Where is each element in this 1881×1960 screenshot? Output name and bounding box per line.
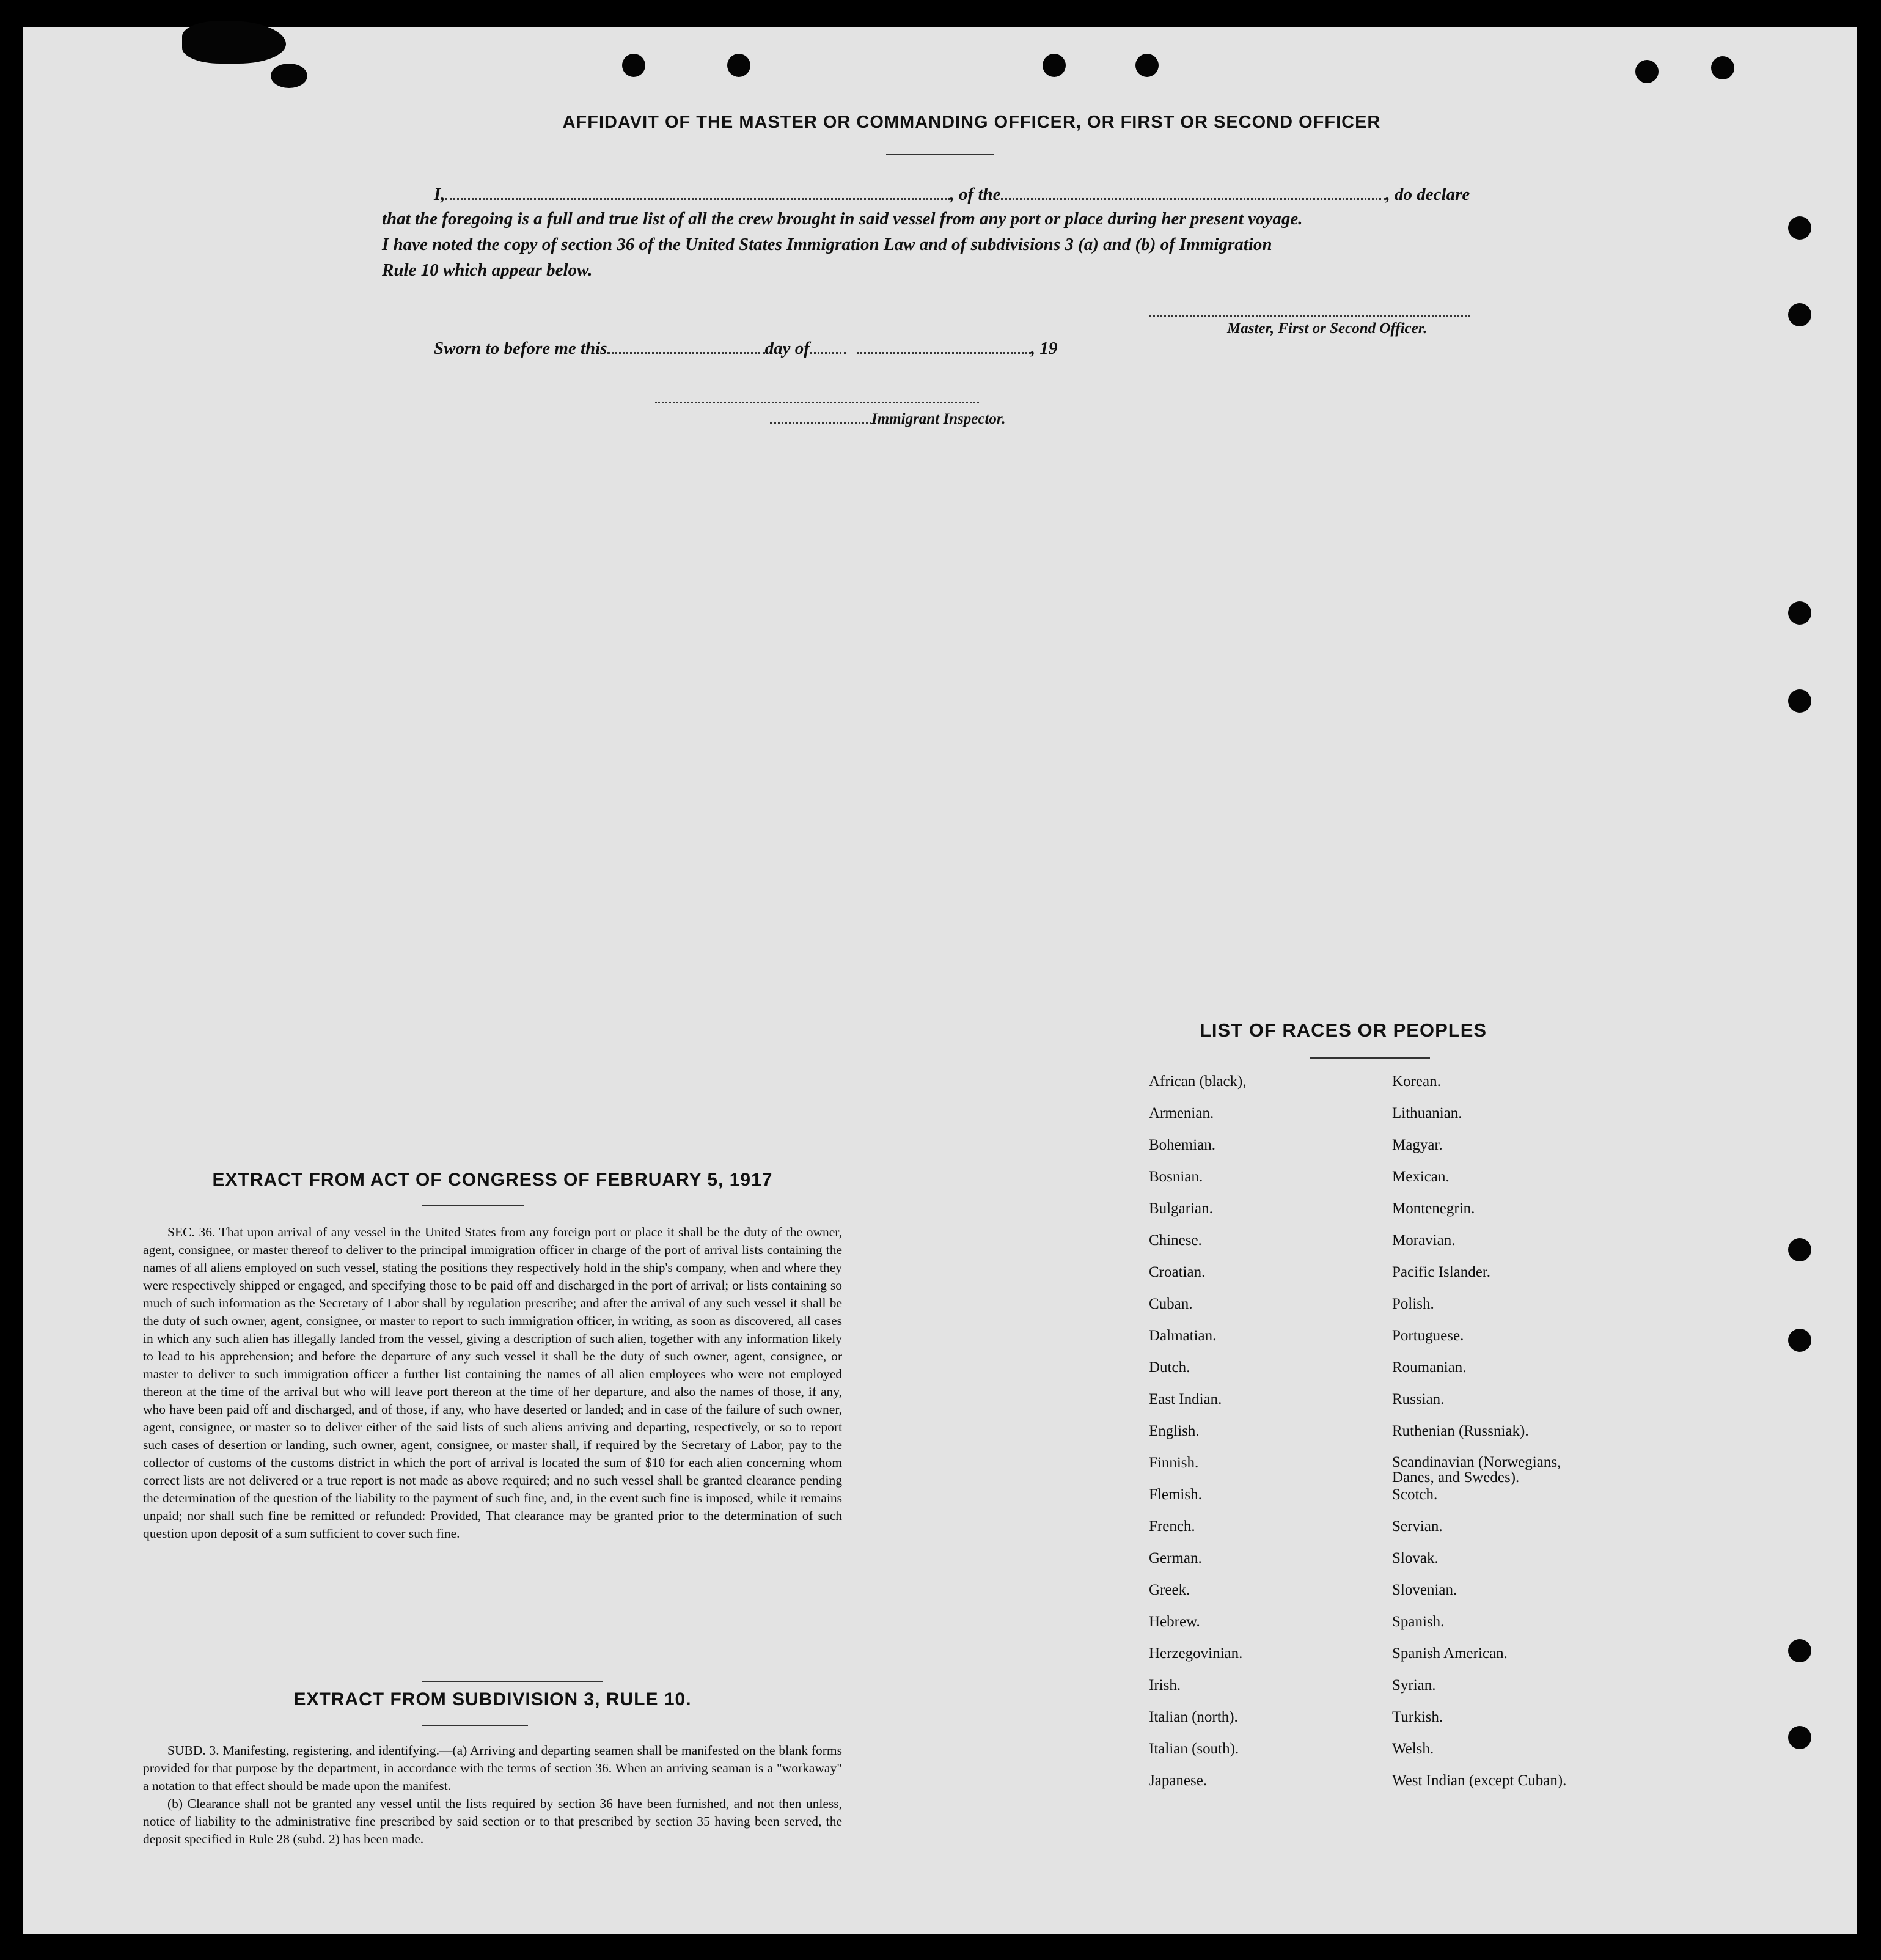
extract-act-bottom-rule bbox=[422, 1681, 603, 1682]
affidavit-line1: I, , of the , do declare bbox=[434, 185, 1470, 204]
affidavit-title: AFFIDAVIT OF THE MASTER OR COMMANDING OFFICER, OR FIRST OR SECOND OFFICER bbox=[562, 112, 1381, 132]
extract-rule-text bbox=[143, 1742, 842, 1848]
race-item: Italian (north). bbox=[1149, 1709, 1238, 1725]
race-item: Dutch. bbox=[1149, 1359, 1190, 1376]
race-item: Finnish. bbox=[1149, 1455, 1199, 1471]
punch-hole bbox=[1788, 216, 1811, 240]
races-right-column bbox=[1392, 1073, 1600, 1804]
race-item: Slovak. bbox=[1392, 1550, 1439, 1566]
race-item: Polish. bbox=[1392, 1296, 1434, 1312]
extract-rule-para-b: (b) Clearance shall not be granted any vessel until the lists required by section 36 have been furnished, and not then unless, notice of liability to the administrative fine prescribed by said section or to that prescribed by section 35 having been served, the deposit specified in Rule 28 (subd. 2) has been made. bbox=[143, 1796, 842, 1846]
race-item: Spanish. bbox=[1392, 1613, 1445, 1630]
punch-hole bbox=[1711, 56, 1734, 79]
race-item: Magyar. bbox=[1392, 1137, 1443, 1153]
punch-hole bbox=[1788, 1238, 1811, 1261]
race-item: Greek. bbox=[1149, 1582, 1190, 1598]
race-item: Slovenian. bbox=[1392, 1582, 1458, 1598]
race-item: Roumanian. bbox=[1392, 1359, 1467, 1376]
punch-hole bbox=[1788, 689, 1811, 713]
signature-line bbox=[1149, 314, 1470, 317]
race-item: Italian (south). bbox=[1149, 1741, 1239, 1757]
race-item: Mexican. bbox=[1392, 1169, 1450, 1185]
race-item: Ruthenian (Russniak). bbox=[1392, 1423, 1529, 1439]
extract-act-text: SEC. 36. That upon arrival of any vessel in the United States from any foreign port or place it shall be the duty of the owner, agent, consignee, or master thereof to deliver to the principal immigration officer in charge of the port of arrival lists containing the names of all aliens employed on such vessel, stating the positions they respectively hold in the ship's company, when and where they were respectively shipped or engaged, and specifying those to be paid off and discharged in the port of arrival; or lists containing so much of such information as the Secretary of Labor shall by regulation prescribe; and after the arrival of any such vessel it shall be the duty of such owner, agent, consignee, or master to report to such immigration officer, in writing, as soon as discovered, all cases in which any such alien has illegally landed from the vessel, giving a description of such alien, together with any information likely to lead to his apprehension; and before the departure of any such vessel it shall be the duty of such owner, agent, consignee, or master to deliver to such immigration officer a further list containing the names of all alien employees who were not employed thereon at the time of the arrival but who will leave port thereon at the time of her departure, and also the names of those, if any, who have been paid off and discharged, and of those, if any, who have deserted or landed; and in case of the failure of such owner, agent, consignee, or master so to deliver either of the said lists of such aliens arriving and departing, respectively, or so to report such cases of desertion or landing, such owner, agent, consignee, or master shall, if required by the Secretary of Labor, pay to the collector of customs of the customs district in which the port of arrival is located the sum of $10 for each alien concerning whom correct lists are not delivered or a true report is not made as above required; and no such vessel shall be granted clearance pending the determination of the question of the liability to the payment of such fine, and, in the event such fine is imposed, while it remains unpaid; nor shall such fine be remitted or refunded: Provided, That clearance may be granted prior to the determination of such question upon deposit of a sum sufficient to cover such fine. bbox=[143, 1225, 842, 1541]
punch-hole bbox=[1788, 303, 1811, 326]
punch-hole bbox=[1788, 1726, 1811, 1749]
affidavit-title-rule bbox=[886, 154, 994, 155]
races-title: LIST OF RACES OR PEOPLES bbox=[1199, 1019, 1487, 1041]
race-item: Dalmatian. bbox=[1149, 1327, 1217, 1344]
race-item: Cuban. bbox=[1149, 1296, 1193, 1312]
race-item: Korean. bbox=[1392, 1073, 1441, 1090]
race-item: Scandinavian (Norwegians, Danes, and Swedes). bbox=[1392, 1454, 1561, 1486]
race-item: English. bbox=[1149, 1423, 1200, 1439]
race-item: Hebrew. bbox=[1149, 1613, 1200, 1630]
race-item: Armenian. bbox=[1149, 1105, 1214, 1121]
sworn-line: Sworn to before me this day of , 19 bbox=[434, 339, 1058, 358]
punch-hole bbox=[1043, 54, 1066, 77]
race-item: Chinese. bbox=[1149, 1232, 1202, 1249]
punch-hole bbox=[622, 54, 645, 77]
punch-hole bbox=[1135, 54, 1159, 77]
extract-rule-rule bbox=[422, 1725, 528, 1726]
punch-hole bbox=[1788, 601, 1811, 625]
race-item: West Indian (except Cuban). bbox=[1392, 1772, 1567, 1789]
extract-rule-title: EXTRACT FROM SUBDIVISION 3, RULE 10. bbox=[293, 1689, 692, 1709]
race-item: Welsh. bbox=[1392, 1741, 1434, 1757]
race-item: Irish. bbox=[1149, 1677, 1181, 1694]
race-item: Bohemian. bbox=[1149, 1137, 1216, 1153]
race-item: Bulgarian. bbox=[1149, 1200, 1213, 1217]
race-item: Bosnian. bbox=[1149, 1169, 1203, 1185]
race-item: Japanese. bbox=[1149, 1772, 1208, 1789]
race-item: Spanish American. bbox=[1392, 1645, 1508, 1662]
extract-rule-para-a: SUBD. 3. Manifesting, registering, and identifying.—(a) Arriving and departing seamen shall be manifested on the blank forms provided for that purpose by the department, in accordance with the terms of section 36. When an arriving seaman is a "workaway" a notation to that effect should be made upon the manifest. bbox=[143, 1743, 842, 1793]
race-item: Montenegrin. bbox=[1392, 1200, 1475, 1217]
race-item: German. bbox=[1149, 1550, 1202, 1566]
inspector-signature-line bbox=[655, 401, 979, 403]
races-left-column bbox=[1149, 1073, 1247, 1804]
race-item: Syrian. bbox=[1392, 1677, 1436, 1694]
affidavit-line4: Rule 10 which appear below. bbox=[382, 260, 593, 280]
affidavit-line2: that the foregoing is a full and true list of all the crew brought in said vessel from any port or place during her present voyage. bbox=[382, 209, 1303, 229]
race-item: Herzegovinian. bbox=[1149, 1645, 1243, 1662]
races-title-rule bbox=[1310, 1057, 1430, 1059]
race-item: Pacific Islander. bbox=[1392, 1264, 1491, 1280]
ink-blot bbox=[182, 21, 286, 64]
race-item: Portuguese. bbox=[1392, 1327, 1464, 1344]
race-item: French. bbox=[1149, 1518, 1195, 1535]
race-item: Lithuanian. bbox=[1392, 1105, 1462, 1121]
signature-caption: Master, First or Second Officer. bbox=[1227, 320, 1428, 337]
punch-hole bbox=[727, 54, 750, 77]
ink-blot bbox=[271, 64, 307, 88]
race-item: East Indian. bbox=[1149, 1391, 1222, 1408]
punch-hole bbox=[1788, 1329, 1811, 1352]
race-item: African (black), bbox=[1149, 1073, 1247, 1090]
race-item: Turkish. bbox=[1392, 1709, 1443, 1725]
document-page bbox=[23, 27, 1857, 1934]
extract-act-rule bbox=[422, 1205, 524, 1206]
extract-act-title: EXTRACT FROM ACT OF CONGRESS OF FEBRUARY 5, 1917 bbox=[212, 1170, 773, 1190]
race-item: Flemish. bbox=[1149, 1486, 1202, 1503]
race-item: Servian. bbox=[1392, 1518, 1443, 1535]
race-item: Scotch. bbox=[1392, 1486, 1438, 1503]
punch-hole bbox=[1635, 60, 1659, 83]
race-item: Russian. bbox=[1392, 1391, 1445, 1408]
race-item: Moravian. bbox=[1392, 1232, 1456, 1249]
inspector-caption: Immigrant Inspector. bbox=[770, 411, 1006, 428]
race-item: Croatian. bbox=[1149, 1264, 1206, 1280]
punch-hole bbox=[1788, 1639, 1811, 1662]
affidavit-line3: I have noted the copy of section 36 of the United States Immigration Law and of subdivisions 3 (a) and (b) of Immigration bbox=[382, 235, 1272, 254]
